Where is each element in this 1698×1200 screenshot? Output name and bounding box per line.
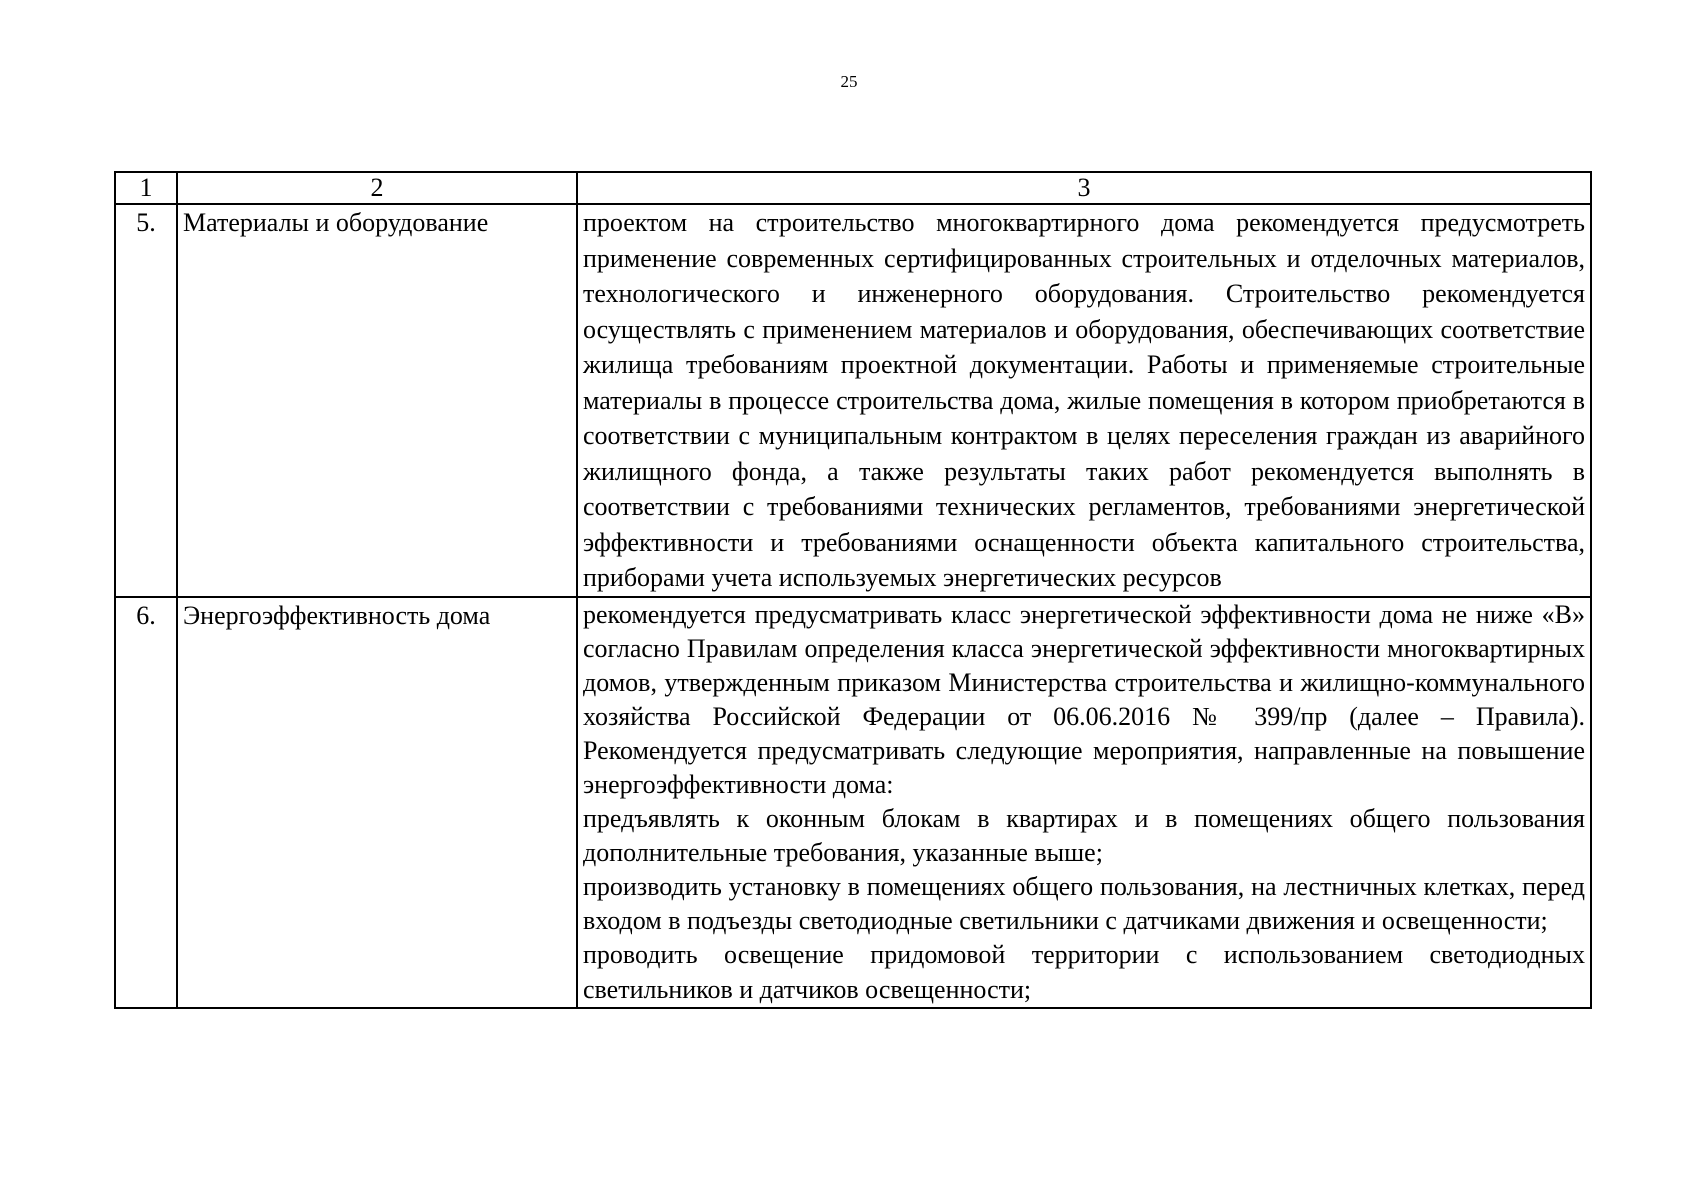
row-number: 5. <box>115 204 177 597</box>
description-paragraph: производить установку в помещениях общего пользования, на лестничных клетках, перед входом в подъезды светодиодные светильники с датчиками движения и освещенности; <box>583 872 1585 936</box>
row-title: Энергоэффективность дома <box>177 597 577 1008</box>
description-paragraph: рекомендуется предусматривать класс энергетической эффективности дома не ниже «В» согласно Правилам определения класса энергетической эффективности многоквартирных домов, утвержденным приказом Министерства строительства и жилищно-коммунального хозяйства Российской Федерации от 06.06.2016 № 399/пр (далее – Правила). Рекомендуется предусматривать следующие мероприятия, направленные на повышение энергоэффективности дома: <box>583 599 1585 799</box>
header-cell-2: 2 <box>177 172 577 204</box>
requirements-table <box>114 171 1592 1009</box>
table-row <box>115 204 1591 597</box>
page-number: 25 <box>840 72 858 91</box>
row-number: 6. <box>115 597 177 1008</box>
header-cell-1: 1 <box>115 172 177 204</box>
row-description <box>577 597 1591 1008</box>
row-title: Материалы и оборудование <box>177 204 577 597</box>
table-row <box>115 597 1591 1008</box>
description-paragraph: предъявлять к оконным блокам в квартирах и в помещениях общего пользования дополнительные требования, указанные выше; <box>583 804 1585 868</box>
table-header-row <box>115 172 1591 204</box>
row-description <box>577 204 1591 597</box>
description-paragraph: проводить освещение придомовой территории с использованием светодиодных светильников и датчиков освещенности; <box>583 940 1585 1004</box>
description-paragraph: проектом на строительство многоквартирного дома рекомендуется предусмотреть применение современных сертифицированных строительных и отделочных материалов, технологического и инженерного оборудования. Строительство рекомендуется осуществлять с применением материалов и оборудования, обеспечивающих соответствие жилища требованиям проектной документации. Работы и применяемые строительные материалы в процессе строительства дома, жилые помещения в котором приобретаются в соответствии с муниципальным контрактом в целях переселения граждан из аварийного жилищного фонда, а также результаты таких работ рекомендуется выполнять в соответствии с требованиями технических регламентов, требованиями энергетической эффективности и требованиями оснащенности объекта капитального строительства, приборами учета используемых энергетических ресурсов <box>583 208 1585 592</box>
header-cell-3: 3 <box>577 172 1591 204</box>
